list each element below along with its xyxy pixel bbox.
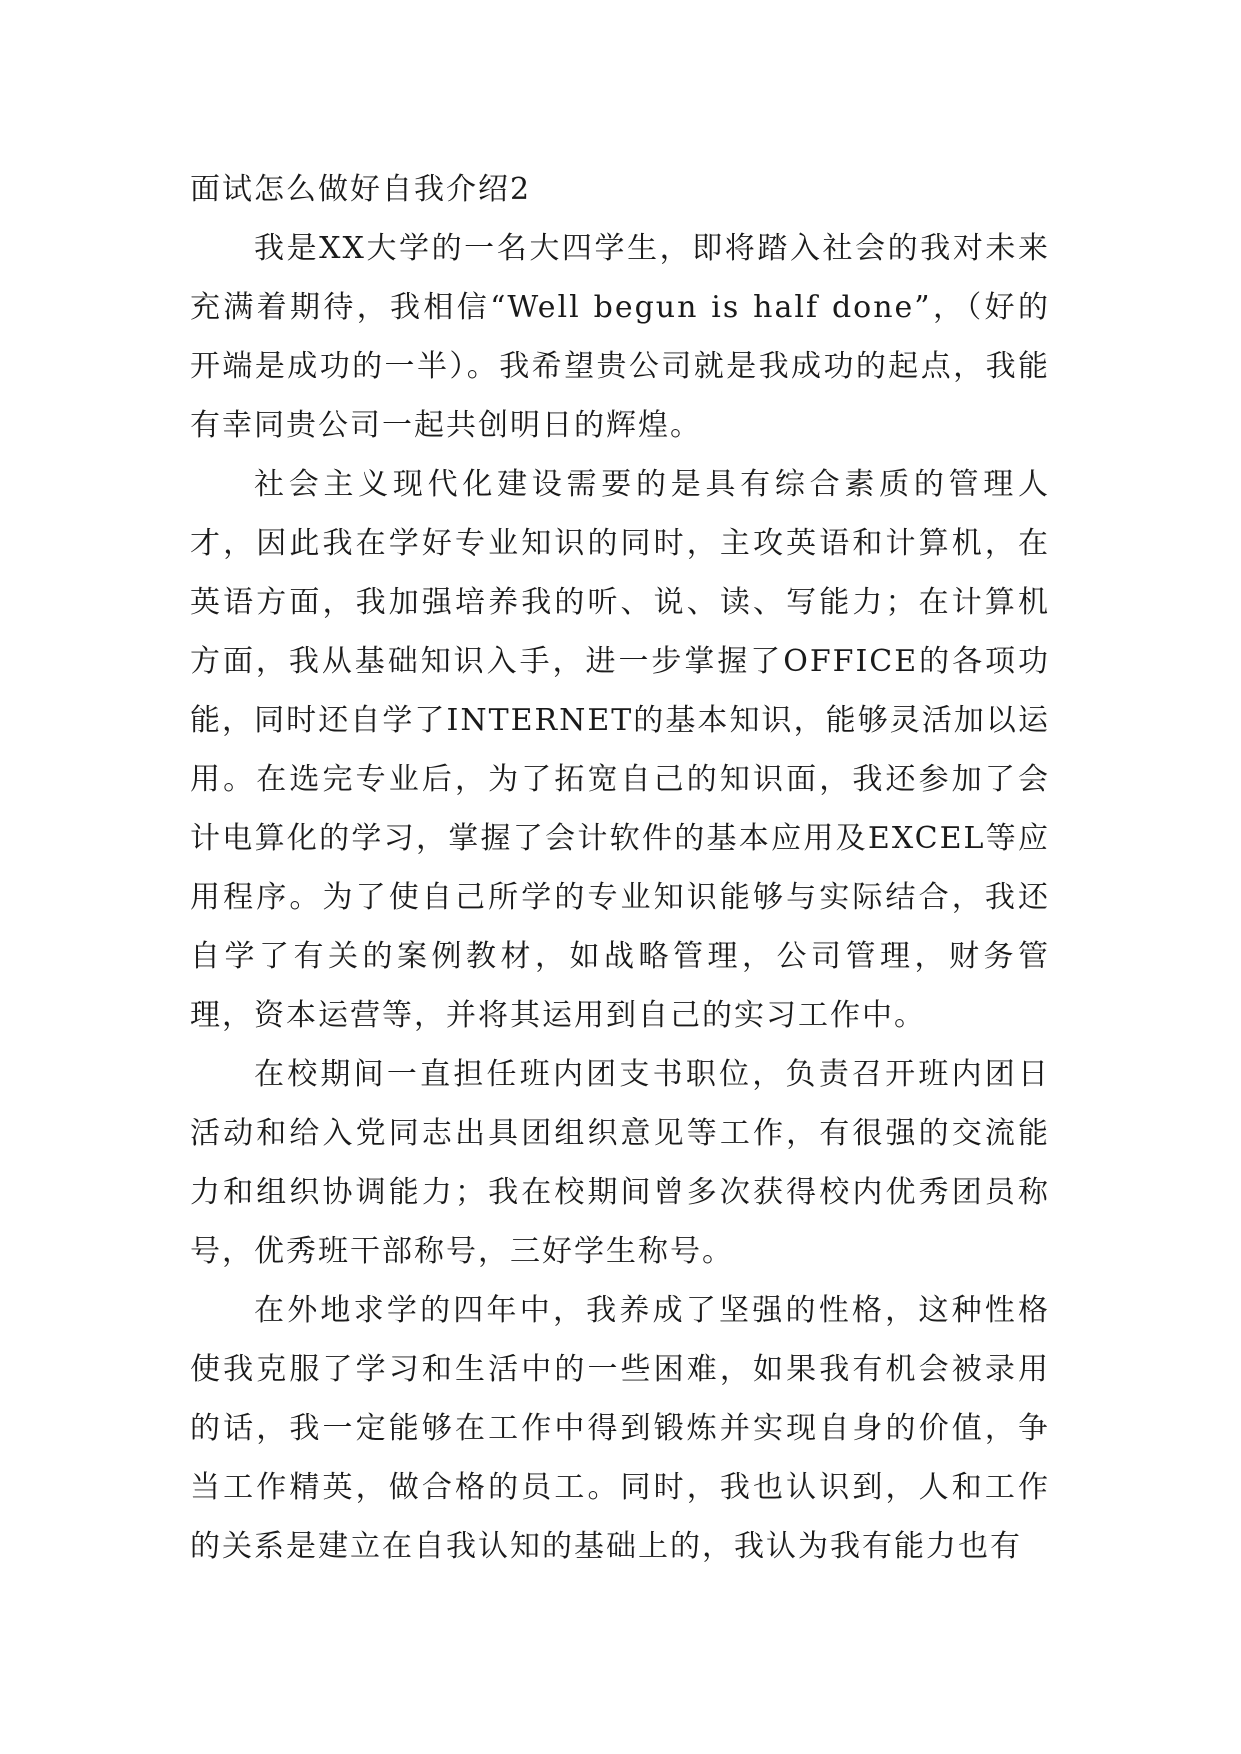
paragraph-character: 在外地求学的四年中，我养成了坚强的性格，这种性格使我克服了学习和生活中的一些困难，如果我有机会被录用的话，我一定能够在工作中得到锻炼并实现自身的价值，争当工作精英，做合格的员工。同时，我也认识到，人和工作的关系是建立在自我认知的基础上的，我认为我有能力也有 [190, 1293, 1050, 1564]
paragraph-campus-roles: 在校期间一直担任班内团支书职位，负责召开班内团日活动和给入党同志出具团组织意见等工作，有很强的交流能力和组织协调能力；我在校期间曾多次获得校内优秀团员称号，优秀班干部称号，三好学生称号。 [190, 1057, 1050, 1269]
document-title: 面试怎么做好自我介绍2 [190, 172, 532, 207]
paragraph-introduction: 我是XX大学的一名大四学生，即将踏入社会的我对未来充满着期待，我相信“Well begun is half done”，（好的开端是成功的一半）。我希望贵公司就是我成功的起点，我能有幸同贵公司一起共创明日的辉煌。 [190, 231, 1050, 443]
document-body [190, 160, 1050, 1576]
paragraph-skills: 社会主义现代化建设需要的是具有综合素质的管理人才，因此我在学好专业知识的同时，主攻英语和计算机，在英语方面，我加强培养我的听、说、读、写能力；在计算机方面，我从基础知识入手，进一步掌握了OFFICE的各项功能，同时还自学了INTERNET的基本知识，能够灵活加以运用。在选完专业后，为了拓宽自己的知识面，我还参加了会计电算化的学习，掌握了会计软件的基本应用及EXCEL等应用程序。为了使自己所学的专业知识能够与实际结合，我还自学了有关的案例教材，如战略管理，公司管理，财务管理，资本运营等，并将其运用到自己的实习工作中。 [190, 467, 1050, 1033]
